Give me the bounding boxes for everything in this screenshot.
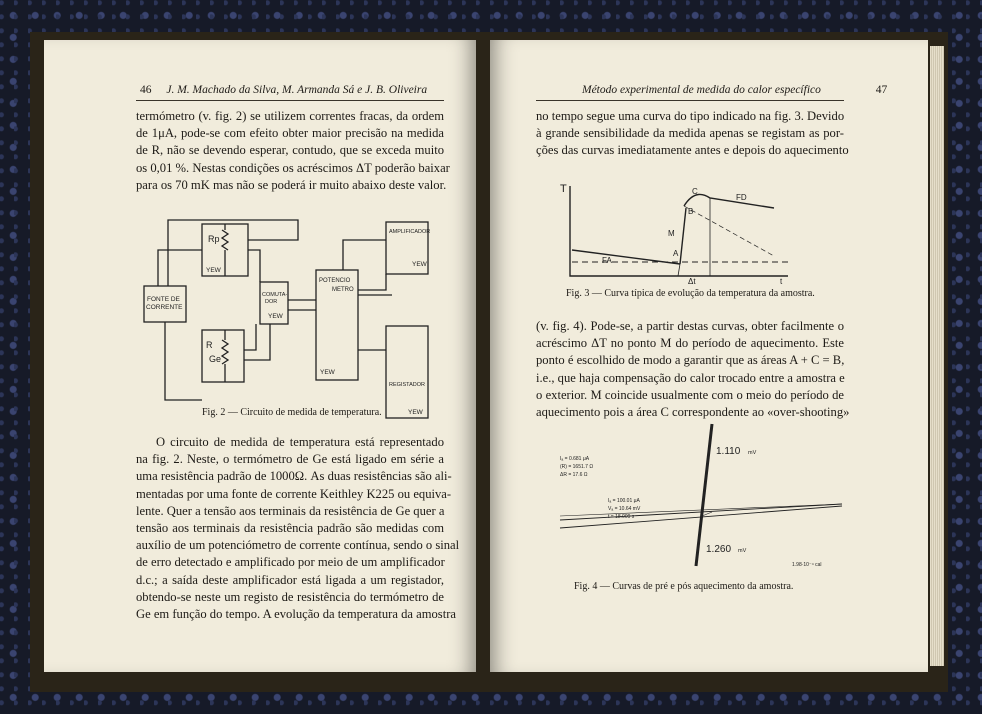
annotation-1: Iₐ = 0.681 μA	[560, 456, 590, 462]
text-line: de erro detectado e amplificado por meio de um amplificador	[136, 555, 445, 570]
text-line: obtendo-se neste um registo de resistência do termómetro de	[136, 589, 444, 604]
yew-label-recorder: YEW	[408, 409, 423, 416]
text-line: de R, não se devendo esperar, contudo, que se exceda muito	[136, 143, 444, 158]
bottom-unit: mV	[738, 548, 747, 554]
top-reading: 1.110	[716, 446, 741, 457]
figure-4-caption: Fig. 4 — Curvas de pré e pós aquecimento da amostra.	[574, 581, 794, 592]
area-a-label: A	[673, 249, 679, 258]
text-line: aquecimento pois a área C correspondente ao «over-shooting»	[536, 405, 850, 420]
top-unit: mV	[748, 450, 757, 456]
after-label: FD	[736, 193, 747, 202]
text-line: uma resistência padrão de 1000Ω. As duas resistências são ali-	[136, 469, 452, 484]
left-paragraph-1	[136, 108, 450, 194]
text-line: o exterior. M coincide usualmente com o meio do período de	[536, 387, 844, 402]
annotation-3: ΔR = 17.6 Ω	[560, 472, 588, 478]
area-b-label: B	[688, 207, 694, 216]
amplifier-label: AMPLIFICADOR	[389, 229, 431, 235]
right-running-head	[582, 84, 887, 96]
annotation-5: Vₐ = 10.64 mV	[608, 506, 641, 512]
text-line: os 0,01 %. Nestas condições os acréscimos ΔT poderão baixar	[136, 160, 450, 175]
right-page	[490, 40, 928, 672]
annotation-6: t = 18.009 s	[608, 514, 635, 520]
header-rule	[536, 100, 844, 101]
figure-4-recorder-trace	[554, 420, 854, 570]
text-line: à grande sensibilidade da medida apenas se registam as por-	[536, 126, 844, 141]
figure-3-temperature-curve	[560, 180, 800, 284]
rp-label: Rp	[208, 234, 220, 244]
left-head-authors: J. M. Machado da Silva, M. Armanda Sá e J. B. Oliveira	[166, 84, 428, 96]
current-source-label-2: CORRENTE	[146, 304, 183, 311]
ge-label: Ge	[209, 354, 222, 364]
switch-label-2: DOR	[265, 299, 278, 305]
text-line: Ge em função do tempo. A evolução da temperatura da amostra	[136, 607, 456, 622]
text-line: lente. Quer a tensão aos terminais da resistência de Ge quer a	[136, 503, 445, 518]
left-running-head	[140, 84, 427, 96]
text-line: de 1μA, pode-se com efeito obter maior precisão na medida	[136, 126, 444, 141]
text-line: auxílio de um potenciómetro de corrente contínua, sendo o sinal	[136, 538, 460, 553]
page-block-edge	[930, 46, 944, 666]
area-c-label: C	[692, 187, 698, 196]
text-line: tensão aos terminais da resistência padrão são medidas com	[136, 521, 444, 536]
text-line: ções das curvas imediatamente antes e depois do aquecimento	[536, 143, 849, 158]
fore-label: FA	[602, 256, 612, 265]
recorder-box	[386, 326, 428, 418]
left-page	[44, 40, 476, 672]
text-line: termómetro (v. fig. 2) se utilizem correntes fracas, da ordem	[136, 109, 444, 123]
annotation-2: (R) = 1651.7 Ω	[560, 464, 594, 470]
text-line: (v. fig. 4). Pode-se, a partir destas curvas, obter facilmente o	[536, 319, 844, 333]
point-m-label: M	[668, 229, 675, 238]
yew-label-potentiometer: YEW	[320, 369, 335, 376]
left-paragraph-2	[136, 434, 460, 623]
text-line: mentadas por uma fonte de corrente Keithley K225 ou equiva-	[136, 486, 452, 501]
figure-3-caption: Fig. 3 — Curva típica de evolução da temperatura da amostra.	[566, 288, 815, 299]
annotation-4: Iₐ = 100.01 μA	[608, 498, 640, 504]
right-head-title: Método experimental de medida do calor específico	[582, 84, 821, 96]
figure-2-caption: Fig. 2 — Circuito de medida de temperatura.	[202, 407, 382, 418]
text-line: O circuito de medida de temperatura está representado	[156, 435, 444, 449]
yew-label-amplifier: YEW	[412, 261, 427, 268]
figure-2-circuit-diagram	[138, 200, 450, 420]
r-label: R	[206, 340, 213, 350]
left-page-number: 46	[140, 84, 152, 96]
potentiometer-label-2: METRO	[332, 287, 354, 293]
text-line: i.e., que haja compensação do calor trocado entre a amostra e	[536, 370, 845, 385]
text-line: ponto é escolhido de modo a garantir que as áreas A + C = B,	[536, 353, 845, 368]
after-period-line	[684, 194, 774, 208]
yew-label-resistor: YEW	[206, 267, 221, 274]
yew-label-switch: YEW	[268, 313, 283, 320]
current-source-label: FONTE DE	[147, 296, 180, 303]
text-line: d.c.; a saída deste amplificador está ligada a um registador,	[136, 572, 444, 587]
text-line: na fig. 2. Neste, o termómetro de Ge está ligado em série a	[136, 452, 444, 467]
time-axis-label: t	[780, 277, 783, 284]
right-paragraph-1	[536, 108, 849, 160]
delta-t-label: Δt	[688, 277, 696, 284]
header-rule	[136, 100, 444, 101]
potentiometer-label: POTENCIO	[319, 278, 351, 284]
text-line: no tempo segue uma curva do tipo indicado na fig. 3. Devido	[536, 109, 845, 123]
recorder-label: REGISTADOR	[389, 382, 425, 388]
axis-label-t: T	[560, 183, 567, 195]
bottom-reading: 1.260	[706, 544, 732, 555]
right-page-number: 47	[875, 84, 888, 96]
switch-label: COMUTA-	[262, 292, 288, 298]
right-paragraph-2	[536, 318, 850, 421]
text-line: acréscimo ΔT no ponto M do período de aquecimento. Este	[536, 336, 844, 351]
text-line: para os 70 mK mas não se poderá ir muito abaixo deste valor.	[136, 177, 447, 192]
heating-line	[680, 208, 686, 264]
corner-note: 1.98·10⁻⁴ cal	[792, 562, 822, 568]
